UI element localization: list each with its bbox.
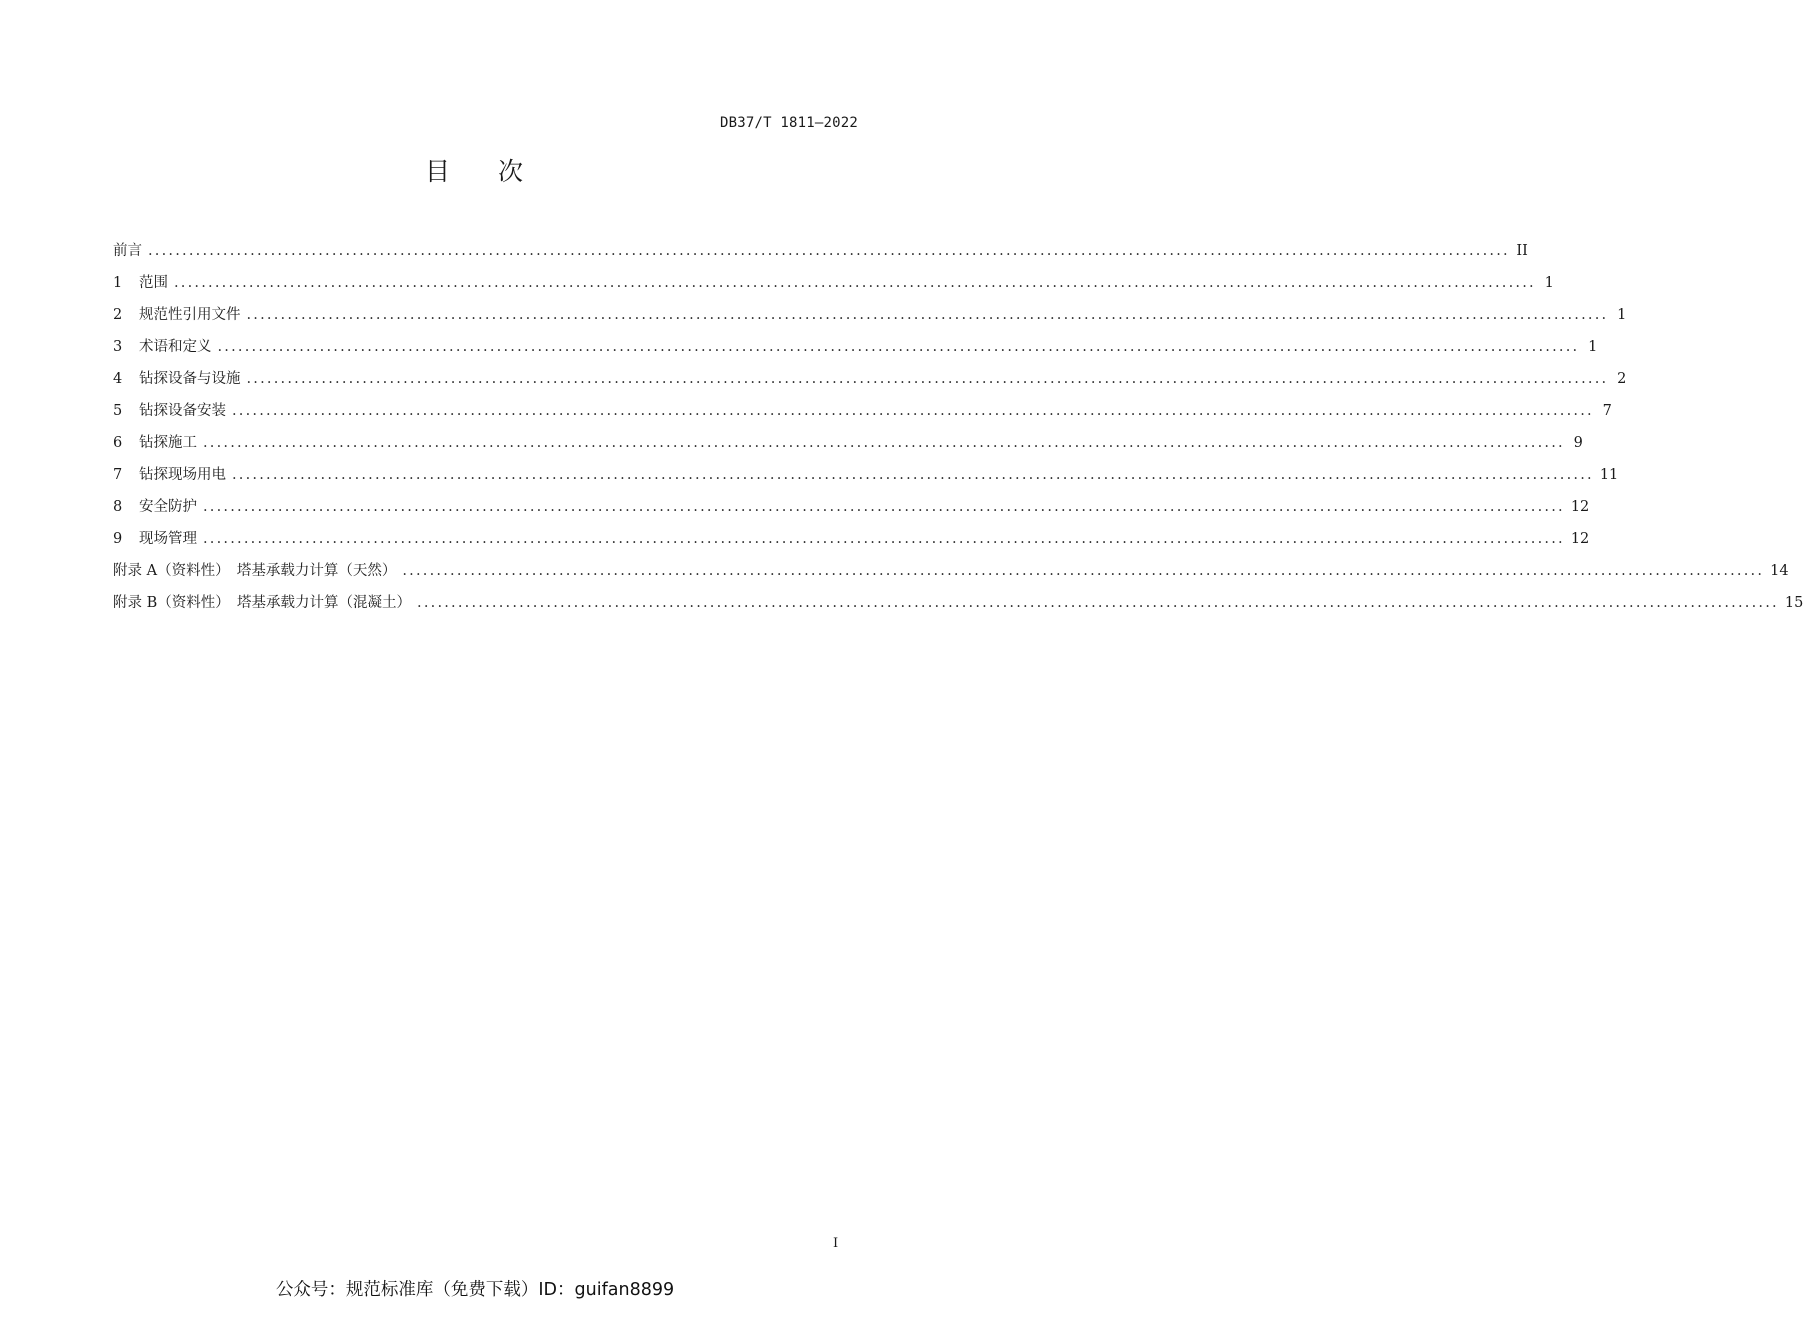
standard-code: DB37/T 1811—2022 xyxy=(719,115,858,131)
title-char-1: 目 xyxy=(424,157,452,186)
toc-entry-label: 安全防护 xyxy=(139,499,197,515)
toc-entry-normative-references[interactable] xyxy=(113,304,1627,336)
toc-entry-page: 7 xyxy=(1602,403,1612,419)
toc-leader-dots: ........................................................................................................................................................................................................ xyxy=(232,467,1594,483)
toc-entry-label: 现场管理 xyxy=(139,531,197,547)
toc-entry-number: 5 xyxy=(113,403,123,419)
toc-entry-safety[interactable] xyxy=(113,496,1590,528)
toc-entry-page: 9 xyxy=(1573,435,1583,451)
toc-entry-label: 钻探设备安装 xyxy=(139,403,226,419)
toc-leader-dots: ........................................................................................................................................................................................................ xyxy=(246,371,1609,387)
toc-entry-label: 附录 B（资料性） 塔基承载力计算（混凝土） xyxy=(113,595,412,611)
toc-entry-page: 1 xyxy=(1544,275,1554,291)
toc-leader-dots: ........................................................................................................................................................................................................ xyxy=(174,275,1536,291)
toc-entry-appendix-a[interactable] xyxy=(113,560,1789,592)
toc-entry-terms[interactable] xyxy=(113,336,1598,368)
toc-leader-dots: ........................................................................................................................................................................................................ xyxy=(246,307,1609,323)
toc-entry-page: 1 xyxy=(1617,307,1627,323)
toc-entry-construction[interactable] xyxy=(113,432,1583,464)
toc-entry-page: 12 xyxy=(1570,499,1590,515)
toc-entry-number: 3 xyxy=(113,339,123,355)
toc-entry-label: 附录 A（资料性） 塔基承载力计算（天然） xyxy=(113,563,397,579)
toc-entry-page: 14 xyxy=(1770,563,1789,579)
toc-entry-number: 9 xyxy=(113,531,123,547)
toc-entry-number: 8 xyxy=(113,499,123,515)
toc-entry-label: 术语和定义 xyxy=(139,339,212,355)
toc-entry-number: 7 xyxy=(113,467,123,483)
toc-entry-label: 钻探现场用电 xyxy=(139,467,226,483)
toc-leader-dots: ........................................................................................................................................................................................................ xyxy=(203,499,1565,515)
toc-leader-dots: ........................................................................................................................................................................................................ xyxy=(402,563,1765,579)
toc-entry-electricity[interactable] xyxy=(113,464,1619,496)
toc-entry-number: 2 xyxy=(113,307,123,323)
toc-entry-site-management[interactable] xyxy=(113,528,1590,560)
toc-entry-label: 钻探设备与设施 xyxy=(139,371,241,387)
toc-entry-page: 12 xyxy=(1570,531,1590,547)
toc-entry-number: 1 xyxy=(113,275,123,291)
page-title xyxy=(0,152,950,188)
toc-entry-foreword[interactable] xyxy=(113,240,1528,272)
toc-entry-label: 规范性引用文件 xyxy=(139,307,241,323)
toc-entry-label: 范围 xyxy=(139,275,168,291)
toc-entry-equipment[interactable] xyxy=(113,368,1627,400)
footer-watermark-note: 公众号：规范标准库（免费下载）ID：guifan8899 xyxy=(275,1280,675,1300)
toc-leader-dots: ........................................................................................................................................................................................................ xyxy=(148,243,1510,259)
page-number: I xyxy=(833,1236,839,1251)
toc-entry-number: 4 xyxy=(113,371,123,387)
toc-entry-page: 1 xyxy=(1588,339,1598,355)
toc-entry-page: 15 xyxy=(1784,595,1803,611)
table-of-contents xyxy=(113,240,1803,624)
toc-leader-dots: ........................................................................................................................................................................................................ xyxy=(232,403,1594,419)
toc-entry-page: 11 xyxy=(1599,467,1619,483)
toc-entry-scope[interactable] xyxy=(113,272,1554,304)
toc-entry-appendix-b[interactable] xyxy=(113,592,1803,624)
toc-entry-label: 钻探施工 xyxy=(139,435,197,451)
toc-entry-page: 2 xyxy=(1617,371,1627,387)
title-char-2: 次 xyxy=(498,157,526,186)
toc-entry-number: 6 xyxy=(113,435,123,451)
toc-leader-dots: ........................................................................................................................................................................................................ xyxy=(217,339,1580,355)
toc-entry-label: 前言 xyxy=(113,243,142,259)
toc-entry-installation[interactable] xyxy=(113,400,1612,432)
toc-leader-dots: ........................................................................................................................................................................................................ xyxy=(203,435,1565,451)
toc-entry-page: II xyxy=(1516,243,1528,259)
toc-leader-dots: ........................................................................................................................................................................................................ xyxy=(203,531,1565,547)
toc-leader-dots: ........................................................................................................................................................................................................ xyxy=(417,595,1779,611)
